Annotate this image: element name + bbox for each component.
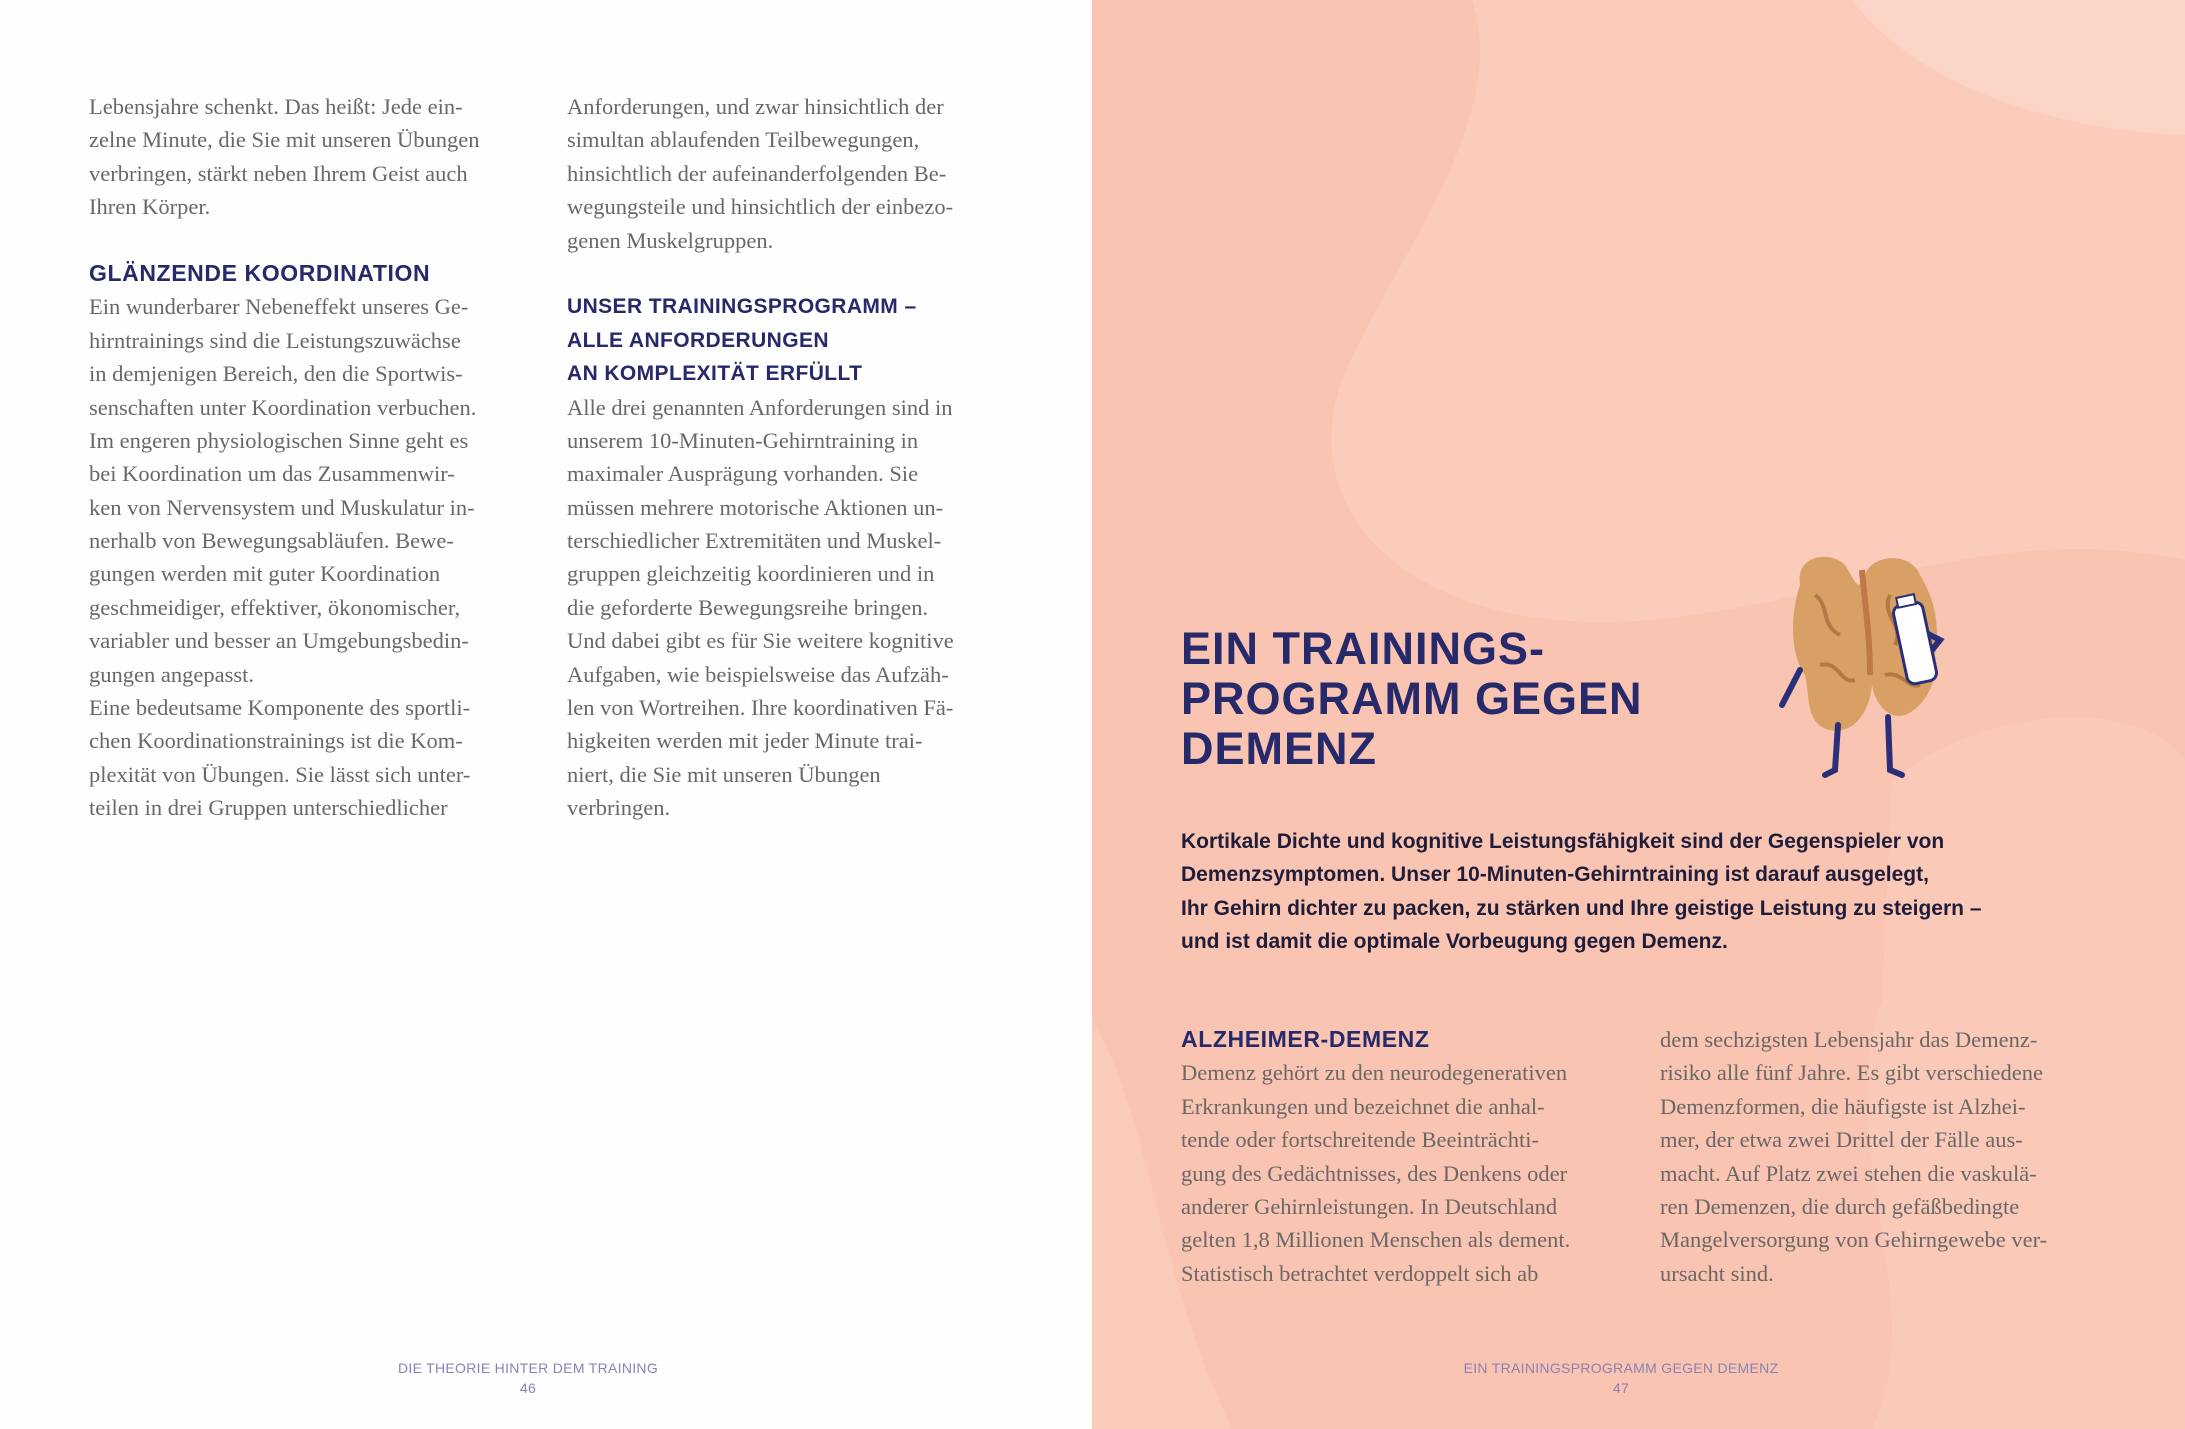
text-line: Demenzsymptomen. Unser 10-Minuten-Gehirntraining ist darauf ausgelegt,: [1181, 863, 1929, 887]
text-line: Ihren Körper.: [89, 194, 211, 220]
text-line: Demenz gehört zu den neurodegenerativen: [1181, 1060, 1568, 1086]
section-heading: [567, 290, 954, 390]
paragraph: [567, 90, 954, 257]
paragraph: [1181, 1056, 1570, 1290]
text-line: nerhalb von Bewegungsabläufen. Bewe-: [89, 528, 454, 554]
text-line: gungen werden mit guter Koordination: [89, 561, 441, 587]
section-heading: GLÄNZENDE KOORDINATION: [89, 259, 431, 286]
right-column-1: [1181, 1023, 1570, 1290]
running-title: DIE THEORIE HINTER DEM TRAINING: [397, 1360, 659, 1376]
right-column-2: [1660, 1023, 2047, 1290]
text-line: Erkrankungen und bezeichnet die anhal-: [1181, 1093, 1545, 1119]
text-line: mer, der etwa zwei Drittel der Fälle aus-: [1660, 1127, 2023, 1153]
text-line: hirntrainings sind die Leistungszuwächse: [89, 327, 461, 353]
text-line: tende oder fortschreitende Beeinträchti-: [1181, 1127, 1539, 1153]
title-line: EIN TRAININGS-: [1181, 623, 1546, 674]
text-line: Im engeren physiologischen Sinne geht es: [89, 427, 469, 453]
text-line: Kortikale Dichte und kognitive Leistungsfähigkeit sind der Gegenspieler von: [1181, 830, 1945, 853]
text-line: gruppen gleichzeitig koordinieren und in: [567, 561, 935, 587]
text-line: senschaften unter Koordination verbuchen.: [89, 394, 477, 420]
text-line: Eine bedeutsame Komponente des sportli-: [89, 695, 471, 721]
text-line: anderer Gehirnleistungen. In Deutschland: [1181, 1193, 1558, 1219]
text-line: Aufgaben, wie beispielsweise das Aufzäh-: [567, 661, 949, 687]
text-line: maximaler Ausprägung vorhanden. Sie: [567, 461, 919, 487]
section-heading: ALZHEIMER-DEMENZ: [1181, 1026, 1430, 1052]
heading-line: AN KOMPLEXITÄT ERFÜLLT: [567, 362, 863, 386]
text-line: risiko alle fünf Jahre. Es gibt verschiedene: [1660, 1060, 2043, 1086]
text-line: Mangelversorgung von Gehirngewebe ver-: [1660, 1227, 2048, 1253]
page-title: [1181, 624, 1643, 774]
heading-line: UNSER TRAININGSPROGRAMM –: [567, 295, 917, 319]
text-line: in demjenigen Bereich, den die Sportwis-: [89, 361, 463, 387]
text-line: dem sechzigsten Lebensjahr das Demenz-: [1660, 1027, 2038, 1052]
text-line: verbringen.: [567, 795, 671, 821]
text-line: bei Koordination um das Zusammenwir-: [89, 461, 455, 487]
left-column-1: [89, 90, 480, 825]
page-footer: [228, 1358, 828, 1398]
text-line: und ist damit die optimale Vorbeugung gegen Demenz.: [1181, 930, 1728, 954]
text-line: müssen mehrere motorische Aktionen un-: [567, 494, 944, 520]
text-line: Und dabei gibt es für Sie weitere kognitive: [567, 628, 954, 654]
paragraph: [89, 90, 480, 224]
text-line: variabler und besser an Umgebungsbedin-: [89, 628, 469, 654]
text-line: Ihr Gehirn dichter zu packen, zu stärken und Ihre geistige Leistung zu steigern –: [1181, 896, 1982, 920]
text-line: wegungsteile und hinsichtlich der einbezo-: [567, 194, 954, 220]
running-title: EIN TRAININGSPROGRAMM GEGEN DEMENZ: [1463, 1360, 1779, 1376]
text-line: verbringen, stärkt neben Ihrem Geist auch: [89, 160, 468, 186]
text-line: chen Koordinationstrainings ist die Kom-: [89, 728, 463, 754]
text-line: gung des Gedächtnisses, des Denkens oder: [1181, 1160, 1568, 1186]
text-line: ken von Nervensystem und Muskulatur in-: [89, 494, 475, 520]
text-line: genen Muskelgruppen.: [567, 227, 774, 253]
text-line: gungen angepasst.: [89, 661, 254, 687]
text-line: Ein wunderbarer Nebeneffekt unseres Ge-: [89, 294, 469, 320]
page-number: 46: [519, 1380, 537, 1396]
text-line: macht. Auf Platz zwei stehen die vaskulä-: [1660, 1160, 2037, 1186]
paragraph: [89, 290, 480, 824]
paragraph: [1660, 1023, 2047, 1290]
heading-line: ALLE ANFORDERUNGEN: [567, 328, 829, 352]
text-line: plexität von Übungen. Sie lässt sich unter-: [89, 761, 471, 787]
title-line: DEMENZ: [1181, 723, 1377, 774]
left-page: [0, 0, 1092, 1429]
text-line: Anforderungen, und zwar hinsichtlich der: [567, 94, 944, 119]
walnut-brain-mascot-illustration: [1770, 545, 1970, 780]
text-line: len von Wortreihen. Ihre koordinativen Fä-: [567, 695, 954, 721]
intro-paragraph: [1181, 825, 1982, 959]
text-line: higkeiten werden mit jeder Minute trai-: [567, 728, 923, 754]
text-line: die geforderte Bewegungsreihe bringen.: [567, 594, 929, 620]
text-line: zelne Minute, die Sie mit unseren Übungen: [89, 127, 480, 153]
text-line: ursacht sind.: [1660, 1260, 1774, 1286]
text-line: Statistisch betrachtet verdoppelt sich ab: [1181, 1260, 1539, 1286]
text-line: Lebensjahre schenkt. Das heißt: Jede ein-: [89, 94, 463, 119]
page-footer: [1321, 1358, 1921, 1398]
page-number: 47: [1612, 1380, 1630, 1396]
text-line: hinsichtlich der aufeinanderfolgenden Be-: [567, 160, 947, 186]
text-line: simultan ablaufenden Teilbewegungen,: [567, 127, 920, 153]
paragraph: [567, 391, 954, 825]
text-line: gelten 1,8 Millionen Menschen als dement.: [1181, 1227, 1571, 1253]
text-line: geschmeidiger, effektiver, ökonomischer,: [89, 594, 461, 620]
text-line: niert, die Sie mit unseren Übungen: [567, 761, 881, 787]
text-line: Demenzformen, die häufigste ist Alzhei-: [1660, 1093, 2026, 1119]
text-line: terschiedlicher Extremitäten und Muskel-: [567, 528, 942, 554]
text-line: ren Demenzen, die durch gefäßbedingte: [1660, 1193, 2020, 1219]
text-line: teilen in drei Gruppen unterschiedlicher: [89, 795, 448, 821]
left-column-2: [567, 90, 954, 825]
text-line: Alle drei genannten Anforderungen sind in: [567, 394, 953, 420]
text-line: unserem 10-Minuten-Gehirntraining in: [567, 427, 919, 453]
title-line: PROGRAMM GEGEN: [1181, 673, 1643, 724]
